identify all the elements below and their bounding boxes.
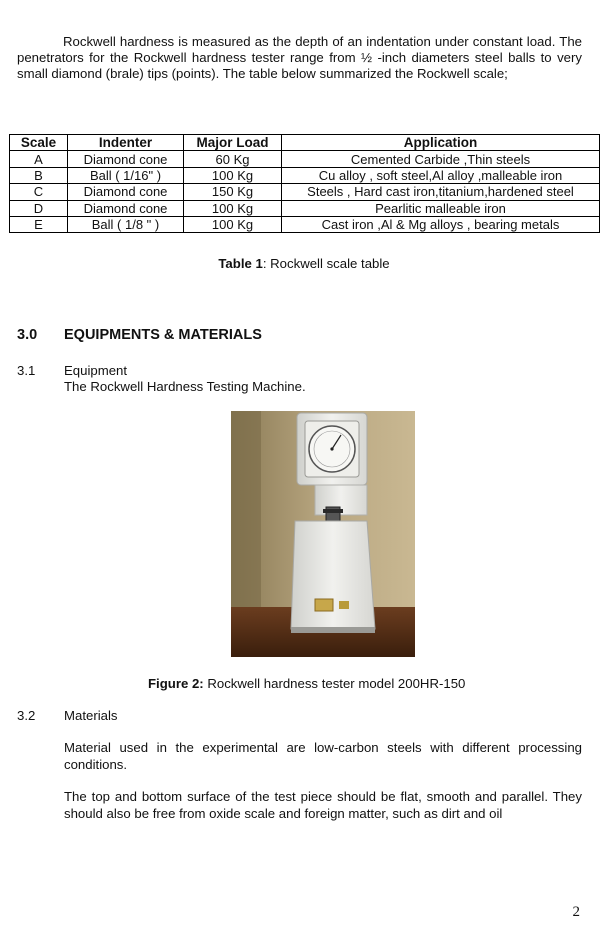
- section-3-0-title: EQUIPMENTS & MATERIALS: [64, 327, 262, 343]
- cell-scale: C: [10, 184, 68, 200]
- header-major-load: Major Load: [184, 135, 282, 151]
- cell-application: Cast iron ,Al & Mg alloys , bearing metals: [282, 216, 600, 232]
- table-row: [10, 151, 600, 167]
- cell-indenter: Diamond cone: [68, 151, 184, 167]
- table-row: [10, 167, 600, 183]
- cell-load: 100 Kg: [184, 200, 282, 216]
- section-3-1-title: Equipment: [64, 363, 128, 378]
- section-3-1-number: 3.1: [17, 363, 36, 378]
- cell-indenter: Diamond cone: [68, 184, 184, 200]
- materials-paragraph-2: The top and bottom surface of the test piece should be flat, smooth and parallel. They should also be free from oxide scale and foreign matter, such as dirt and oil: [64, 789, 582, 821]
- cell-indenter: Diamond cone: [68, 200, 184, 216]
- cell-indenter: Ball ( 1/8 " ): [68, 216, 184, 232]
- header-indenter: Indenter: [68, 135, 184, 151]
- materials-paragraph-1: Material used in the experimental are low-carbon steels with different processing conditions.: [64, 740, 582, 772]
- intro-paragraph: Rockwell hardness is measured as the depth of an indentation under constant load. The penetrators for the Rockwell hardness tester range from ½ -inch diameters steel balls to very small diamond (brale) tips (points). The table below summarized the Rockwell scale;: [17, 34, 582, 82]
- table-caption-text: : Rockwell scale table: [262, 256, 390, 271]
- header-application: Application: [282, 135, 600, 151]
- table-caption-label: Table 1: [218, 256, 263, 271]
- table-header-row: [10, 135, 600, 151]
- section-3-2-title: Materials: [64, 708, 118, 723]
- cell-scale: E: [10, 216, 68, 232]
- cell-load: 100 Kg: [184, 216, 282, 232]
- cell-application: Cu alloy , soft steel,Al alloy ,malleable iron: [282, 167, 600, 183]
- figure-caption-label: Figure 2:: [148, 676, 204, 691]
- header-scale: Scale: [10, 135, 68, 151]
- table-row: [10, 184, 600, 200]
- rockwell-scale-table: [9, 134, 600, 233]
- figure-caption: [148, 676, 465, 691]
- cell-load: 150 Kg: [184, 184, 282, 200]
- figure-caption-text: Rockwell hardness tester model 200HR-150: [203, 676, 466, 691]
- table-row: [10, 216, 600, 232]
- cell-indenter: Ball ( 1/16" ): [68, 167, 184, 183]
- section-3-2-number: 3.2: [17, 708, 36, 723]
- cell-scale: A: [10, 151, 68, 167]
- cell-load: 60 Kg: [184, 151, 282, 167]
- section-3-1-subtitle: The Rockwell Hardness Testing Machine.: [64, 379, 306, 394]
- cell-application: Cemented Carbide ,Thin steels: [282, 151, 600, 167]
- cell-application: Steels , Hard cast iron,titanium,hardened steel: [282, 184, 600, 200]
- hardness-tester-photo: [231, 411, 415, 657]
- cell-application: Pearlitic malleable iron: [282, 200, 600, 216]
- page-number: 2: [572, 904, 580, 920]
- table-caption: [0, 256, 608, 271]
- cell-load: 100 Kg: [184, 167, 282, 183]
- table-row: [10, 200, 600, 216]
- cell-scale: B: [10, 167, 68, 183]
- section-3-0-number: 3.0: [17, 327, 38, 343]
- cell-scale: D: [10, 200, 68, 216]
